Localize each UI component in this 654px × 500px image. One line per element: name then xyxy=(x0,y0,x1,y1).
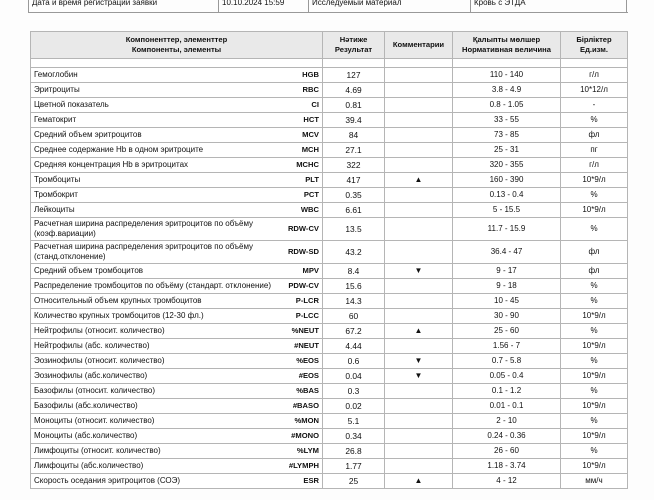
comment-flag: ▲ xyxy=(385,173,453,188)
analyte-code: HGB xyxy=(302,70,319,79)
reference-range: 36.4 - 47 xyxy=(453,241,561,264)
comment-flag xyxy=(385,68,453,83)
analyte-code: PDW-CV xyxy=(288,281,319,290)
table-row xyxy=(31,218,628,241)
result-value: 1.77 xyxy=(323,459,385,474)
analyte-code: #MONO xyxy=(291,431,319,440)
analyte-code: PLT xyxy=(305,175,319,184)
header-comments: Комментарии xyxy=(385,32,453,59)
comment-flag xyxy=(385,241,453,264)
result-value: 14.3 xyxy=(323,294,385,309)
table-row xyxy=(31,324,628,339)
analyte-name-cell xyxy=(31,309,323,324)
comment-flag xyxy=(385,279,453,294)
analyte-name-cell xyxy=(31,188,323,203)
header-component: Компоненттер, элементтер Компоненты, элементы xyxy=(31,32,323,59)
table-row xyxy=(31,128,628,143)
analyte-code: %LYM xyxy=(296,446,319,455)
analyte-name-cell xyxy=(31,429,323,444)
unit-value: 10*9/л xyxy=(561,369,628,384)
reference-range: 4 - 12 xyxy=(453,474,561,489)
analyte-name-cell xyxy=(31,279,323,294)
comment-flag xyxy=(385,218,453,241)
results-table xyxy=(30,31,628,489)
analyte-code: MCV xyxy=(302,130,319,139)
analyte-name: Нейтрофилы (относит. количество) xyxy=(34,326,165,335)
result-value: 5.1 xyxy=(323,414,385,429)
comment-flag xyxy=(385,203,453,218)
unit-value: % xyxy=(561,294,628,309)
analyte-code: HCT xyxy=(303,115,319,124)
analyte-name-cell xyxy=(31,113,323,128)
unit-value: % xyxy=(561,218,628,241)
result-value: 0.34 xyxy=(323,429,385,444)
table-row xyxy=(31,459,628,474)
analyte-code: P-LCR xyxy=(295,296,319,305)
table-row xyxy=(31,384,628,399)
result-value: 25 xyxy=(323,474,385,489)
analyte-name: Средний объем тромбоцитов xyxy=(34,266,144,275)
table-row xyxy=(31,98,628,113)
unit-value: пг xyxy=(561,143,628,158)
comment-flag xyxy=(385,339,453,354)
registration-date: 10.10.2024 15:59 xyxy=(218,0,310,12)
comment-flag xyxy=(385,414,453,429)
analyte-name: Базофилы (абс.количество) xyxy=(34,401,138,410)
reference-range: 0.7 - 5.8 xyxy=(453,354,561,369)
comment-flag xyxy=(385,399,453,414)
analyte-name-cell xyxy=(31,173,323,188)
comment-flag xyxy=(385,294,453,309)
comment-flag xyxy=(385,309,453,324)
analyte-name: Базофилы (относит. количество) xyxy=(34,386,156,395)
unit-value: фл xyxy=(561,264,628,279)
reference-range: 11.7 - 15.9 xyxy=(453,218,561,241)
comment-flag xyxy=(385,188,453,203)
analyte-name-cell xyxy=(31,369,323,384)
table-row xyxy=(31,83,628,98)
result-value: 84 xyxy=(323,128,385,143)
analyte-name-cell xyxy=(31,399,323,414)
result-value: 4.44 xyxy=(323,339,385,354)
comment-flag xyxy=(385,384,453,399)
result-value: 417 xyxy=(323,173,385,188)
result-value: 127 xyxy=(323,68,385,83)
table-row xyxy=(31,203,628,218)
comment-flag xyxy=(385,98,453,113)
reference-range: 30 - 90 xyxy=(453,309,561,324)
analyte-code: PCT xyxy=(303,190,319,199)
result-value: 0.3 xyxy=(323,384,385,399)
analyte-name: Лимфоциты (абс.количество) xyxy=(34,461,144,470)
table-row xyxy=(31,309,628,324)
analyte-name-cell xyxy=(31,128,323,143)
analyte-code: #NEUT xyxy=(294,341,319,350)
unit-value: г/л xyxy=(561,158,628,173)
analyte-name: Лимфоциты (относит. количество) xyxy=(34,446,161,455)
analyte-name: Тромбоциты xyxy=(34,175,81,184)
unit-value: фл xyxy=(561,241,628,264)
analyte-name: Распределение тромбоцитов по объёму (стандарт. отклонение) xyxy=(34,281,272,290)
result-value: 60 xyxy=(323,309,385,324)
comment-flag: ▲ xyxy=(385,474,453,489)
reference-range: 33 - 55 xyxy=(453,113,561,128)
registration-info-row xyxy=(28,0,628,13)
table-row xyxy=(31,429,628,444)
comment-flag: ▼ xyxy=(385,354,453,369)
reference-range: 0.13 - 0.4 xyxy=(453,188,561,203)
analyte-name-cell xyxy=(31,294,323,309)
table-row xyxy=(31,264,628,279)
analyte-name-cell xyxy=(31,83,323,98)
comment-flag xyxy=(385,429,453,444)
reference-range: 1.56 - 7 xyxy=(453,339,561,354)
unit-value: 10*9/л xyxy=(561,309,628,324)
header-result: Нәтиже Результат xyxy=(323,32,385,59)
analyte-code: %NEUT xyxy=(291,326,319,335)
analyte-code: CI xyxy=(311,100,319,109)
analyte-code: MPV xyxy=(302,266,319,275)
table-row xyxy=(31,158,628,173)
comment-flag xyxy=(385,459,453,474)
comment-flag xyxy=(385,158,453,173)
table-row xyxy=(31,279,628,294)
result-value: 0.35 xyxy=(323,188,385,203)
analyte-name-cell xyxy=(31,459,323,474)
analyte-code: ESR xyxy=(303,476,319,485)
analyte-code: RBC xyxy=(302,85,319,94)
unit-value: % xyxy=(561,384,628,399)
result-value: 27.1 xyxy=(323,143,385,158)
unit-value: мм/ч xyxy=(561,474,628,489)
material-label: Исследуемый материал xyxy=(308,0,472,12)
material-value: Кровь с ЭТДА xyxy=(470,0,624,12)
unit-value: % xyxy=(561,444,628,459)
spacer-row xyxy=(31,59,628,68)
unit-value: 10*12/л xyxy=(561,83,628,98)
comment-flag xyxy=(385,113,453,128)
analyte-name: Гемоглобин xyxy=(34,70,78,79)
comment-flag xyxy=(385,444,453,459)
comment-flag: ▼ xyxy=(385,264,453,279)
table-row xyxy=(31,339,628,354)
analyte-code: RDW-CV xyxy=(287,224,319,233)
unit-value: - xyxy=(561,98,628,113)
analyte-code: #EOS xyxy=(298,371,319,380)
result-value: 26.8 xyxy=(323,444,385,459)
analyte-name: Лейкоциты xyxy=(34,205,75,214)
comment-flag: ▲ xyxy=(385,324,453,339)
analyte-name-cell xyxy=(31,264,323,279)
result-value: 67.2 xyxy=(323,324,385,339)
result-value: 15.6 xyxy=(323,279,385,294)
unit-value: 10*9/л xyxy=(561,459,628,474)
table-row xyxy=(31,143,628,158)
result-value: 0.81 xyxy=(323,98,385,113)
analyte-name: Гематокрит xyxy=(34,115,77,124)
analyte-name-cell xyxy=(31,158,323,173)
analyte-code: %EOS xyxy=(296,356,319,365)
analyte-name-cell xyxy=(31,98,323,113)
analyte-code: %MON xyxy=(294,416,319,425)
reference-range: 25 - 60 xyxy=(453,324,561,339)
table-row xyxy=(31,241,628,264)
analyte-name: Относительный объем крупных тромбоцитов xyxy=(34,296,202,305)
reference-range: 0.01 - 0.1 xyxy=(453,399,561,414)
analyte-code: #BASO xyxy=(292,401,319,410)
unit-value: 10*9/л xyxy=(561,399,628,414)
unit-value: % xyxy=(561,354,628,369)
table-row xyxy=(31,68,628,83)
unit-value: % xyxy=(561,188,628,203)
analyte-name: Расчетная ширина распределения эритроцитов по объёму xyxy=(34,242,254,251)
unit-value: 10*9/л xyxy=(561,203,628,218)
analyte-code: %BAS xyxy=(296,386,319,395)
table-row xyxy=(31,173,628,188)
reference-range: 9 - 18 xyxy=(453,279,561,294)
result-value: 8.4 xyxy=(323,264,385,279)
result-value: 0.04 xyxy=(323,369,385,384)
reference-range: 0.24 - 0.36 xyxy=(453,429,561,444)
registration-label: Дата и время регистрации заявки xyxy=(28,0,218,12)
reference-range: 0.1 - 1.2 xyxy=(453,384,561,399)
reference-range: 10 - 45 xyxy=(453,294,561,309)
analyte-code: #LYMPH xyxy=(288,461,319,470)
reference-range: 110 - 140 xyxy=(453,68,561,83)
unit-value: 10*9/л xyxy=(561,339,628,354)
analyte-code: MCH xyxy=(301,145,319,154)
table-header xyxy=(31,32,628,59)
analyte-code: P-LCC xyxy=(295,311,319,320)
result-value: 0.02 xyxy=(323,399,385,414)
analyte-name: Эритроциты xyxy=(34,85,80,94)
analyte-name: Нейтрофилы (абс. количество) xyxy=(34,341,150,350)
analyte-name-cell xyxy=(31,203,323,218)
header-unit: Бірліктер Ед.изм. xyxy=(561,32,628,59)
analyte-name: Моноциты (абс.количество) xyxy=(34,431,138,440)
analyte-code: WBC xyxy=(300,205,319,214)
reference-range: 26 - 60 xyxy=(453,444,561,459)
reference-range: 3.8 - 4.9 xyxy=(453,83,561,98)
analyte-name: Средняя концентрация Hb в эритроцитах xyxy=(34,160,189,169)
analyte-name-cell xyxy=(31,414,323,429)
table-row xyxy=(31,354,628,369)
unit-value: % xyxy=(561,279,628,294)
analyte-name-cell xyxy=(31,444,323,459)
table-row xyxy=(31,414,628,429)
analyte-name-cell xyxy=(31,339,323,354)
table-row xyxy=(31,294,628,309)
analyte-name: Моноциты (относит. количество) xyxy=(34,416,155,425)
table-row xyxy=(31,369,628,384)
header-norm: Қалыпты мөлшер Нормативная величина xyxy=(453,32,561,59)
analyte-name-cell xyxy=(31,474,323,489)
analyte-name: Средний объем эритроцитов xyxy=(34,130,142,139)
reference-range: 0.8 - 1.05 xyxy=(453,98,561,113)
result-value: 4.69 xyxy=(323,83,385,98)
unit-value: 10*9/л xyxy=(561,173,628,188)
analyte-name-cell xyxy=(31,354,323,369)
analyte-name-cell xyxy=(31,384,323,399)
reference-range: 25 - 31 xyxy=(453,143,561,158)
reference-range: 73 - 85 xyxy=(453,128,561,143)
unit-value: % xyxy=(561,324,628,339)
comment-flag xyxy=(385,143,453,158)
result-value: 43.2 xyxy=(323,241,385,264)
reference-range: 160 - 390 xyxy=(453,173,561,188)
analyte-name-detail: (коэф.вариации) xyxy=(34,229,96,238)
analyte-name-cell xyxy=(31,68,323,83)
table-row xyxy=(31,188,628,203)
table-row xyxy=(31,399,628,414)
unit-value: % xyxy=(561,113,628,128)
reference-range: 5 - 15.5 xyxy=(453,203,561,218)
analyte-name: Эозинофилы (абс.количество) xyxy=(34,371,148,380)
comment-flag: ▼ xyxy=(385,369,453,384)
analyte-code: MCHC xyxy=(296,160,319,169)
comment-flag xyxy=(385,83,453,98)
reference-range: 0.05 - 0.4 xyxy=(453,369,561,384)
analyte-name-cell xyxy=(31,241,323,264)
analyte-name-detail: (станд.отклонение) xyxy=(34,252,106,261)
unit-value: г/л xyxy=(561,68,628,83)
result-value: 6.61 xyxy=(323,203,385,218)
analyte-name-cell xyxy=(31,143,323,158)
analyte-name: Цветной показатель xyxy=(34,100,109,109)
analyte-name: Скорость оседания эритроцитов (СОЭ) xyxy=(34,476,181,485)
unit-value: фл xyxy=(561,128,628,143)
analyte-code: RDW-SD xyxy=(287,247,319,256)
reference-range: 320 - 355 xyxy=(453,158,561,173)
table-row xyxy=(31,444,628,459)
result-value: 322 xyxy=(323,158,385,173)
comment-flag xyxy=(385,128,453,143)
analyte-name: Среднее содержание Hb в одном эритроците xyxy=(34,145,204,154)
analyte-name-cell xyxy=(31,324,323,339)
analyte-name: Тромбокрит xyxy=(34,190,78,199)
reference-range: 1.18 - 3.74 xyxy=(453,459,561,474)
table-row xyxy=(31,474,628,489)
analyte-name: Количество крупных тромбоцитов (12-30 фл.) xyxy=(34,311,204,320)
result-value: 39.4 xyxy=(323,113,385,128)
unit-value: % xyxy=(561,414,628,429)
result-value: 13.5 xyxy=(323,218,385,241)
unit-value: 10*9/л xyxy=(561,429,628,444)
table-row xyxy=(31,113,628,128)
analyte-name-cell xyxy=(31,218,323,241)
analyte-name: Расчетная ширина распределения эритроцитов по объёму xyxy=(34,219,254,228)
reference-range: 9 - 17 xyxy=(453,264,561,279)
result-value: 0.6 xyxy=(323,354,385,369)
analyte-name: Эозинофилы (относит. количество) xyxy=(34,356,165,365)
reference-range: 2 - 10 xyxy=(453,414,561,429)
